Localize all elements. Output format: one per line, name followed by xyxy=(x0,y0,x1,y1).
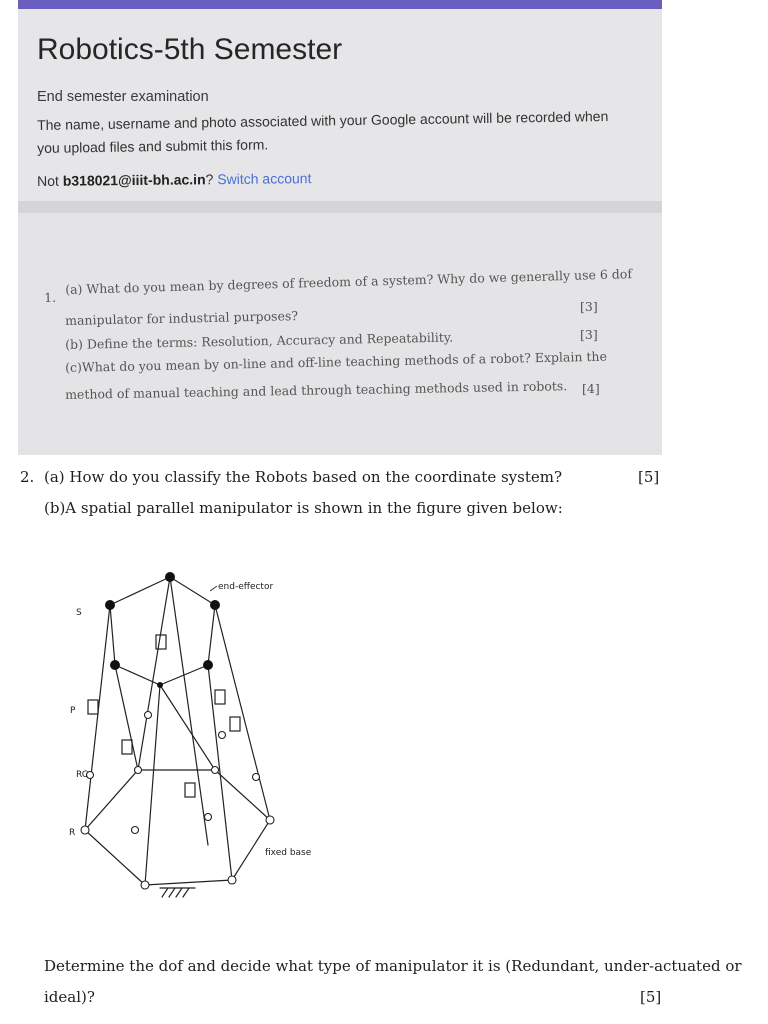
revolute-joint xyxy=(219,732,226,739)
question1-c-marks: [4] xyxy=(582,381,600,396)
question1-a-marks: [3] xyxy=(580,299,598,314)
revolute-joint xyxy=(141,881,149,889)
leg-5 xyxy=(208,665,232,880)
ground-hatch xyxy=(183,888,189,897)
question2-determine-line1: Determine the dof and decide what type of manipulator it is (Redundant, under-actuated or xyxy=(44,957,742,975)
spherical-joint xyxy=(203,660,213,670)
question2-a-marks: [5] xyxy=(638,468,660,486)
ground-hatch xyxy=(169,888,175,897)
spherical-joint xyxy=(105,600,115,610)
form-description: End semester examination xyxy=(37,89,209,105)
account-suffix: ? xyxy=(205,171,218,188)
question2-number: 2. xyxy=(20,468,35,486)
revolute-joint xyxy=(81,826,89,834)
revolute-joint xyxy=(145,712,152,719)
question1-b-text: (b) Define the terms: Resolution, Accuracy and Repeatability. xyxy=(65,329,454,352)
prismatic-joint xyxy=(122,740,132,754)
revolute-joint xyxy=(205,814,212,821)
form-header-card xyxy=(18,9,662,201)
spherical-joint xyxy=(110,660,120,670)
revolute-joint xyxy=(132,827,139,834)
revolute-joint xyxy=(253,774,260,781)
spherical-joint xyxy=(210,600,220,610)
prismatic-joint xyxy=(88,700,98,714)
revolute-joint xyxy=(135,767,142,774)
label-r: R xyxy=(69,828,76,838)
account-email: b318021@iiit-bh.ac.in xyxy=(62,171,206,189)
form-separator xyxy=(18,201,662,213)
label-s: S xyxy=(76,608,82,618)
label-end-effector: end-effector xyxy=(218,582,274,592)
account-prefix: Not xyxy=(37,172,63,189)
question2-b-text: (b)A spatial parallel manipulator is shown in the figure given below: xyxy=(44,499,563,517)
ground-hatch xyxy=(176,888,182,897)
parallel-manipulator-figure xyxy=(60,555,330,910)
account-notice-line1: The name, username and photo associated with your Google account will be recorded when xyxy=(37,108,609,133)
spherical-joint xyxy=(165,572,175,582)
leg-6 xyxy=(215,605,270,820)
prismatic-joint xyxy=(215,690,225,704)
fixed-base-platform xyxy=(85,770,270,885)
question2-a-text: (a) How do you classify the Robots based on the coordinate system? xyxy=(44,468,563,486)
question2-determine-marks: [5] xyxy=(640,988,662,1006)
question2-determine-line2: ideal)? xyxy=(44,988,95,1006)
prismatic-joint xyxy=(230,717,240,731)
label-rc: RC xyxy=(76,770,89,780)
ground-hatch xyxy=(162,888,168,897)
account-notice-line2: you upload files and submit this form. xyxy=(37,136,269,156)
leg-8 xyxy=(170,577,208,845)
question1-c-line1: (c)What do you mean by on-line and off-line teaching methods of a robot? Explain the xyxy=(65,348,608,375)
revolute-joint xyxy=(212,767,219,774)
prismatic-joint xyxy=(156,635,166,649)
question1-c-line2: method of manual teaching and lead through teaching methods used in robots. xyxy=(65,378,568,402)
label-fixed-base: fixed base xyxy=(265,848,312,858)
revolute-joint xyxy=(266,816,274,824)
switch-account-link[interactable]: Switch account xyxy=(217,170,312,188)
label-p: P xyxy=(70,706,76,716)
end-effector-platform xyxy=(110,577,215,685)
account-line xyxy=(37,170,312,189)
question1-b-marks: [3] xyxy=(580,327,598,342)
form-accent-bar xyxy=(18,0,662,9)
leg-1 xyxy=(85,605,110,830)
form-title: Robotics-5th Semester xyxy=(37,33,343,66)
question1-a-line1: (a) What do you mean by degrees of freedom of a system? Why do we generally use 6 dof xyxy=(65,266,633,297)
form-photo xyxy=(18,0,662,455)
prismatic-joint xyxy=(185,783,195,797)
revolute-joint xyxy=(228,876,236,884)
question1-a-line2: manipulator for industrial purposes? xyxy=(65,308,299,328)
leg-7 xyxy=(138,577,170,770)
question1-number: 1. xyxy=(44,289,57,305)
spherical-joint xyxy=(157,682,163,688)
